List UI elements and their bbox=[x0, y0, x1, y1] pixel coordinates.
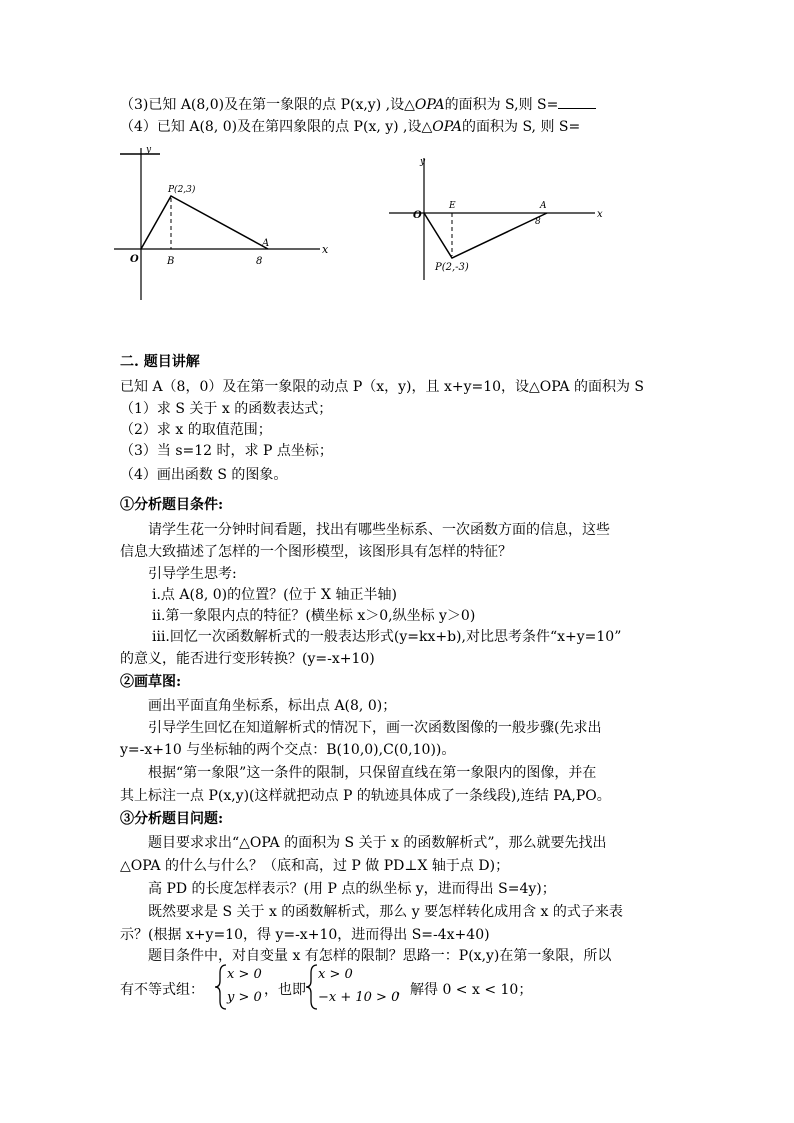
q4-triangle: OPA bbox=[432, 119, 463, 135]
system-1-line2: y > 0 bbox=[227, 990, 262, 1005]
fig2-p-label: P(2,-3) bbox=[435, 262, 469, 273]
system-1-line1: x > 0 bbox=[227, 967, 262, 982]
sub-question-2: （2）求 x 的取值范围； bbox=[120, 422, 272, 438]
analysis-3-para-2: 高 PD 的长度怎样表示？(用 P 点的纵坐标 y，进而得出 S=4y)； bbox=[148, 881, 556, 897]
analysis-2-para-3-line1: 根据“第一象限”这一条件的限制，只保留直线在第一象限内的图像，并在 bbox=[148, 765, 597, 781]
fig2-origin-label: O bbox=[413, 210, 422, 221]
question-4 bbox=[120, 118, 580, 136]
q3-text: （3)已知 A(8,0)及在第一象限的点 P(x,y) ,设△ bbox=[120, 97, 415, 113]
sub-question-1: （1）求 S 关于 x 的函数表达式； bbox=[120, 401, 333, 417]
analysis-1-title: ①分析题目条件: bbox=[120, 497, 224, 513]
system-2-line2: −x + 10 > 0 bbox=[318, 990, 400, 1005]
analysis-3-ineq-mid: ，也即 bbox=[264, 982, 306, 998]
fig1-x-label: x bbox=[322, 243, 329, 256]
brace-1-icon bbox=[214, 963, 228, 1011]
analysis-3-title: ③分析题目问题: bbox=[120, 811, 224, 827]
analysis-3-ineq-result: ，解得 0 < x < 10； bbox=[396, 982, 533, 998]
brace-2-icon bbox=[305, 963, 319, 1011]
sub-question-3: （3）当 s=12 时，求 P 点坐标； bbox=[120, 443, 333, 459]
answer-blank bbox=[558, 96, 596, 109]
analysis-1-item-3-line1: ⅲ.回忆一次函数解析式的一般表达形式(y=kx+b),对比思考条件“x+y=10” bbox=[152, 629, 622, 645]
question-3 bbox=[120, 96, 596, 114]
analysis-2-para-2-line2: y=-x+10 与坐标轴的两个交点：B(10,0),C(0,10))。 bbox=[120, 742, 456, 758]
q3-triangle: OPA bbox=[414, 97, 445, 113]
analysis-1-item-2: ⅱ.第一象限内点的特征？(横坐标 x＞0,纵坐标 y＞0) bbox=[152, 608, 476, 624]
analysis-2-para-1: 画出平面直角坐标系，标出点 A(8, 0)； bbox=[148, 698, 397, 714]
section-heading: 二. 题目讲解 bbox=[120, 354, 200, 370]
fig1-tick-8: 8 bbox=[256, 256, 263, 267]
fig2-tick-8: 8 bbox=[535, 217, 541, 227]
analysis-2-para-2-line1: 引导学生回忆在知道解析式的情况下，画一次函数图像的一般步骤(先求出 bbox=[148, 720, 602, 736]
q4-text: （4）已知 A(8, 0)及在第四象限的点 P(x, y) ,设△ bbox=[120, 119, 433, 135]
analysis-1-guide: 引导学生思考: bbox=[148, 566, 237, 582]
figure-2 bbox=[385, 150, 615, 285]
q3-tail: 的面积为 S,则 S= bbox=[444, 97, 559, 113]
fig1-b-label: B bbox=[167, 256, 175, 267]
sub-question-4: （4）画出函数 S 的图象。 bbox=[120, 467, 288, 483]
fig1-a-label: A bbox=[262, 238, 270, 249]
analysis-2-title: ②画草图: bbox=[120, 674, 182, 690]
analysis-3-para-1-line1: 题目要求求出“△OPA 的面积为 S 关于 x 的函数解析式”，那么就要先找出 bbox=[148, 835, 607, 851]
analysis-3-ineq-prefix: 有不等式组： bbox=[120, 982, 204, 998]
analysis-2-para-3-line2: 其上标注一点 P(x,y)(这样就把动点 P 的轨迹具体成了一条线段),连结 PA,PO。 bbox=[120, 788, 611, 804]
fig1-triangle bbox=[141, 196, 268, 249]
analysis-3-para-1-line2: △OPA 的什么与什么？（底和高，过 P 做 PD⊥X 轴于点 D)； bbox=[120, 858, 510, 874]
system-2-line1: x > 0 bbox=[318, 967, 353, 982]
problem-statement: 已知 A（8，0）及在第一象限的动点 P（x，y)，且 x+y=10，设△OPA 的面积为 S bbox=[120, 379, 645, 395]
fig1-p-label: P(2,3) bbox=[168, 185, 196, 195]
fig2-e-label: E bbox=[449, 201, 456, 211]
analysis-3-para-4-line1: 题目条件中，对自变量 x 有怎样的限制？思路一：P(x,y)在第一象限，所以 bbox=[148, 948, 612, 964]
q4-tail: 的面积为 S, 则 S= bbox=[462, 119, 581, 135]
analysis-1-item-1: ⅰ.点 A(8, 0)的位置？(位于 X 轴正半轴) bbox=[152, 587, 397, 603]
analysis-1-para-line2: 信息大致描述了怎样的一个图形模型，该图形具有怎样的特征？ bbox=[120, 544, 512, 560]
analysis-1-item-3-line2: 的意义，能否进行变形转换？(y=-x+10) bbox=[120, 651, 375, 667]
fig1-y-label: y bbox=[146, 145, 152, 155]
figure-1 bbox=[110, 140, 340, 305]
analysis-3-para-3-line1: 既然要求是 S 关于 x 的函数解析式，那么 y 要怎样转化成用含 x 的式子来表 bbox=[148, 904, 623, 920]
fig1-origin-label: O bbox=[130, 254, 139, 265]
analysis-1-para-line1: 请学生花一分钟时间看题，找出有哪些坐标系、一次函数方面的信息，这些 bbox=[148, 522, 610, 538]
fig2-x-label: x bbox=[597, 209, 603, 220]
fig2-y-label: y bbox=[420, 157, 426, 167]
fig2-triangle bbox=[424, 213, 547, 258]
analysis-3-para-3-line2: 示？(根据 x+y=10，得 y=-x+10，进而得出 S=-4x+40) bbox=[120, 927, 490, 943]
fig2-a-label: A bbox=[540, 201, 547, 211]
